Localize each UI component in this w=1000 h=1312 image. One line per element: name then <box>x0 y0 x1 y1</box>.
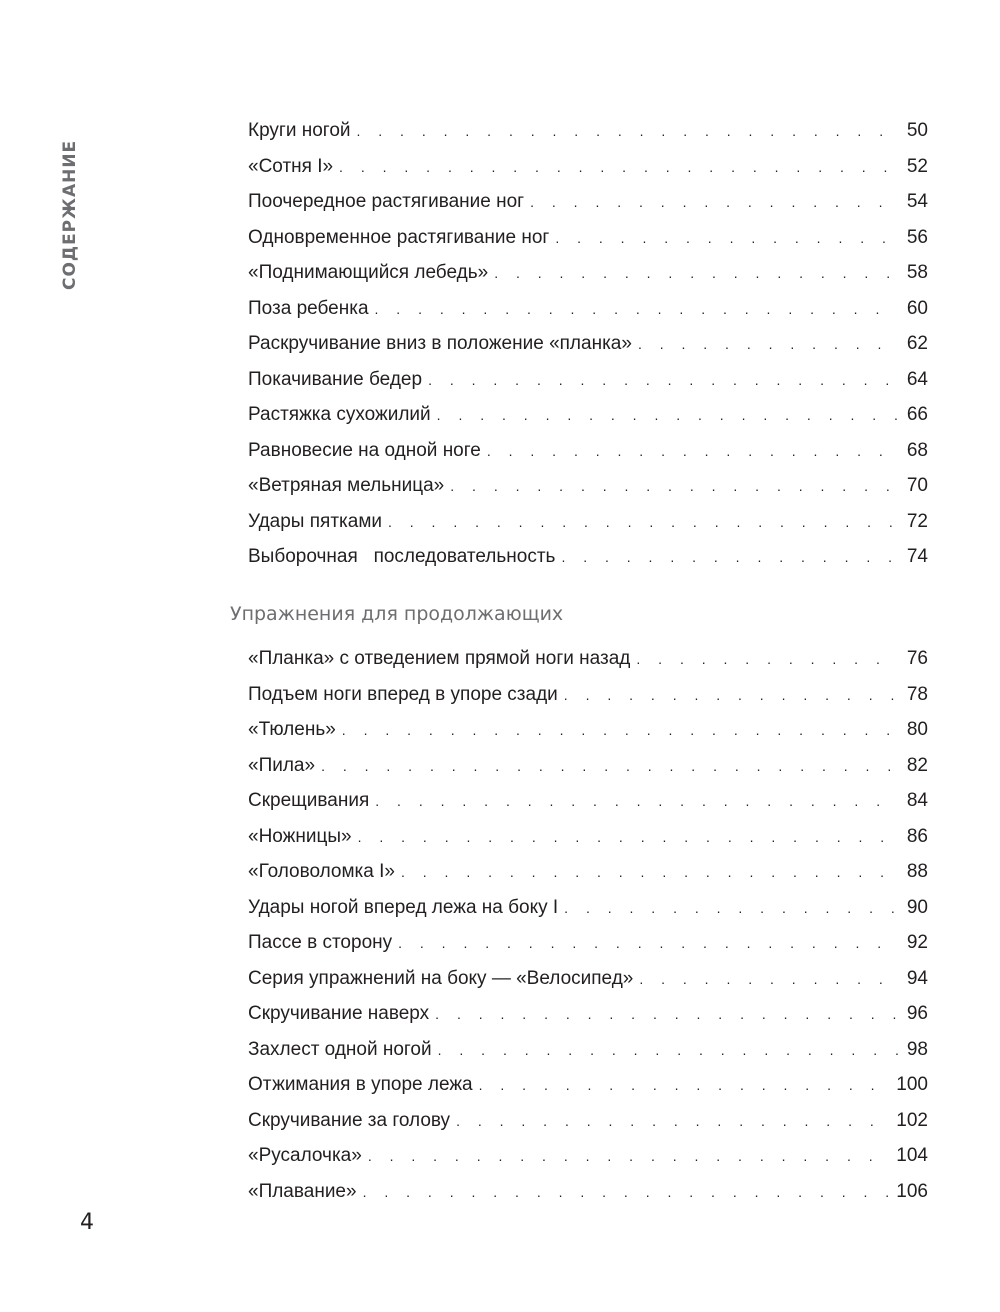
dot-leader <box>342 713 898 749</box>
toc-entry-page: 64 <box>906 368 928 390</box>
page-number: 4 <box>80 1210 94 1235</box>
toc-entry[interactable] <box>248 397 928 433</box>
toc-entry-page: 50 <box>906 120 928 141</box>
toc-entry[interactable] <box>248 433 928 469</box>
toc-entry-page: 58 <box>906 262 928 283</box>
toc-entry-page: 96 <box>906 1003 928 1024</box>
toc-list-continuing <box>248 641 928 1209</box>
dot-leader <box>636 642 898 678</box>
toc-entry-page: 52 <box>906 155 928 177</box>
toc-entry[interactable] <box>248 1103 928 1139</box>
toc-entry-title: «Планка» с отведением прямой ноги назад <box>248 648 631 669</box>
toc-entry-title: Серия упражнений на боку — «Велосипед» <box>248 967 634 989</box>
toc-entry-title: Растяжка сухожилий <box>248 404 431 425</box>
dot-leader <box>357 114 899 150</box>
toc-entry[interactable] <box>248 326 928 362</box>
toc-entry-page: 98 <box>906 1038 928 1060</box>
toc-entry-page: 62 <box>906 333 928 354</box>
toc-entry[interactable] <box>248 854 928 890</box>
side-section-title: СОДЕРЖАНИЕ <box>60 139 80 290</box>
toc-entry-title: «Головоломка I» <box>248 861 395 882</box>
toc-entry-title: «Поднимающийся лебедь» <box>248 262 489 283</box>
toc-entry-title: Раскручивание вниз в положение «планка» <box>248 333 632 354</box>
toc-entry[interactable] <box>248 539 928 575</box>
toc-entry-title: Захлест одной ногой <box>248 1038 432 1060</box>
toc-entry[interactable] <box>248 149 928 185</box>
dot-leader <box>530 185 898 221</box>
dot-leader <box>564 891 898 927</box>
toc-entry[interactable] <box>248 255 928 291</box>
dot-leader <box>358 820 898 856</box>
toc-entry-page: 66 <box>906 404 928 425</box>
dot-leader <box>639 962 898 998</box>
toc-entry-title: Поза ребенка <box>248 297 369 319</box>
toc-entry-title: «Тюлень» <box>248 719 336 740</box>
toc-entry-page: 86 <box>906 825 928 847</box>
dot-leader <box>388 505 898 541</box>
toc-entry[interactable] <box>248 1032 928 1068</box>
toc-entry-page: 82 <box>906 754 928 776</box>
dot-leader <box>375 784 898 820</box>
dot-leader <box>438 1033 898 1069</box>
toc-entry-title: «Плавание» <box>248 1180 357 1202</box>
toc-entry-page: 92 <box>906 932 928 953</box>
toc-entry[interactable] <box>248 1067 928 1103</box>
dot-leader <box>435 997 898 1033</box>
toc-entry-title: «Пила» <box>248 754 316 776</box>
toc-entry[interactable] <box>248 748 928 784</box>
dot-leader <box>363 1175 891 1211</box>
toc-entry-title: Выборочная последовательность <box>248 546 556 567</box>
toc-entry[interactable] <box>248 184 928 220</box>
dot-leader <box>479 1068 891 1104</box>
toc-entry[interactable] <box>248 641 928 677</box>
toc-entry-title: Одновременное растягивание ног <box>248 226 550 248</box>
toc-entry-title: Подъем ноги вперед в упоре сзади <box>248 683 558 705</box>
toc-entry-page: 60 <box>906 297 928 319</box>
dot-leader <box>437 398 898 434</box>
toc-entry-title: Пассе в сторону <box>248 932 393 953</box>
toc-entry-page: 70 <box>906 475 928 496</box>
toc-entry-title: Скручивание наверх <box>248 1003 430 1024</box>
toc-entry-page: 56 <box>906 226 928 248</box>
toc-entry-title: Скрещивания <box>248 790 370 811</box>
toc-entry-page: 84 <box>906 790 928 811</box>
dot-leader <box>494 256 898 292</box>
toc-entry-page: 94 <box>906 967 928 989</box>
toc-entry-title: Скручивание за голову <box>248 1109 451 1131</box>
toc-entry-page: 100 <box>896 1074 928 1095</box>
toc-entry[interactable] <box>248 890 928 926</box>
toc-entry-page: 90 <box>906 896 928 918</box>
toc-entry-page: 102 <box>896 1109 928 1131</box>
dot-leader <box>401 855 898 891</box>
toc-entry-page: 88 <box>906 861 928 882</box>
dot-leader <box>555 221 898 257</box>
toc-entry[interactable] <box>248 362 928 398</box>
toc-entry-title: Поочередное растягивание ног <box>248 191 525 212</box>
dot-leader <box>450 469 898 505</box>
dot-leader <box>375 292 898 328</box>
toc-entry-title: Равновесие на одной ноге <box>248 439 481 461</box>
dot-leader <box>564 678 898 714</box>
toc-entry-page: 76 <box>906 648 928 669</box>
toc-entry[interactable] <box>248 1174 928 1210</box>
dot-leader <box>398 926 898 962</box>
toc-entry[interactable] <box>248 819 928 855</box>
toc-entry-title: «Сотня I» <box>248 155 334 177</box>
toc-entry[interactable] <box>248 291 928 327</box>
dot-leader <box>368 1139 890 1175</box>
toc-entry[interactable] <box>248 468 928 504</box>
toc-entry-title: Круги ногой <box>248 120 351 141</box>
toc-entry[interactable] <box>248 712 928 748</box>
toc-entry-page: 54 <box>906 191 928 212</box>
toc-entry-title: «Ножницы» <box>248 825 352 847</box>
toc-entry-page: 78 <box>906 683 928 705</box>
toc-entry[interactable] <box>248 925 928 961</box>
dot-leader <box>428 363 898 399</box>
toc-entry[interactable] <box>248 961 928 997</box>
toc-entry-page: 68 <box>906 439 928 461</box>
toc-entry-title: «Русалочка» <box>248 1145 362 1166</box>
toc-entry[interactable] <box>248 220 928 256</box>
toc-entry-page: 74 <box>906 546 928 567</box>
toc-entry[interactable] <box>248 996 928 1032</box>
toc-entry[interactable] <box>248 677 928 713</box>
toc-entry-page: 80 <box>906 719 928 740</box>
toc-entry-title: Удары пятками <box>248 510 382 532</box>
toc-entry[interactable] <box>248 1138 928 1174</box>
dot-leader <box>339 150 898 186</box>
toc-entry-title: Отжимания в упоре лежа <box>248 1074 473 1095</box>
toc-entry-title: Удары ногой вперед лежа на боку I <box>248 896 559 918</box>
dot-leader <box>561 540 898 576</box>
dot-leader <box>487 434 898 470</box>
toc-entry-page: 104 <box>896 1145 928 1166</box>
toc-list-basic <box>248 113 928 575</box>
section-heading: Упражнения для продолжающих <box>230 603 564 625</box>
toc-entry[interactable] <box>248 504 928 540</box>
dot-leader <box>638 327 898 363</box>
toc-entry-title: Покачивание бедер <box>248 368 423 390</box>
toc-entry-title: «Ветряная мельница» <box>248 475 445 496</box>
toc-entry[interactable] <box>248 113 928 149</box>
toc-entry[interactable] <box>248 783 928 819</box>
toc-entry-page: 72 <box>906 510 928 532</box>
toc-entry-page: 106 <box>896 1180 928 1202</box>
dot-leader <box>456 1104 890 1140</box>
dot-leader <box>321 749 898 785</box>
